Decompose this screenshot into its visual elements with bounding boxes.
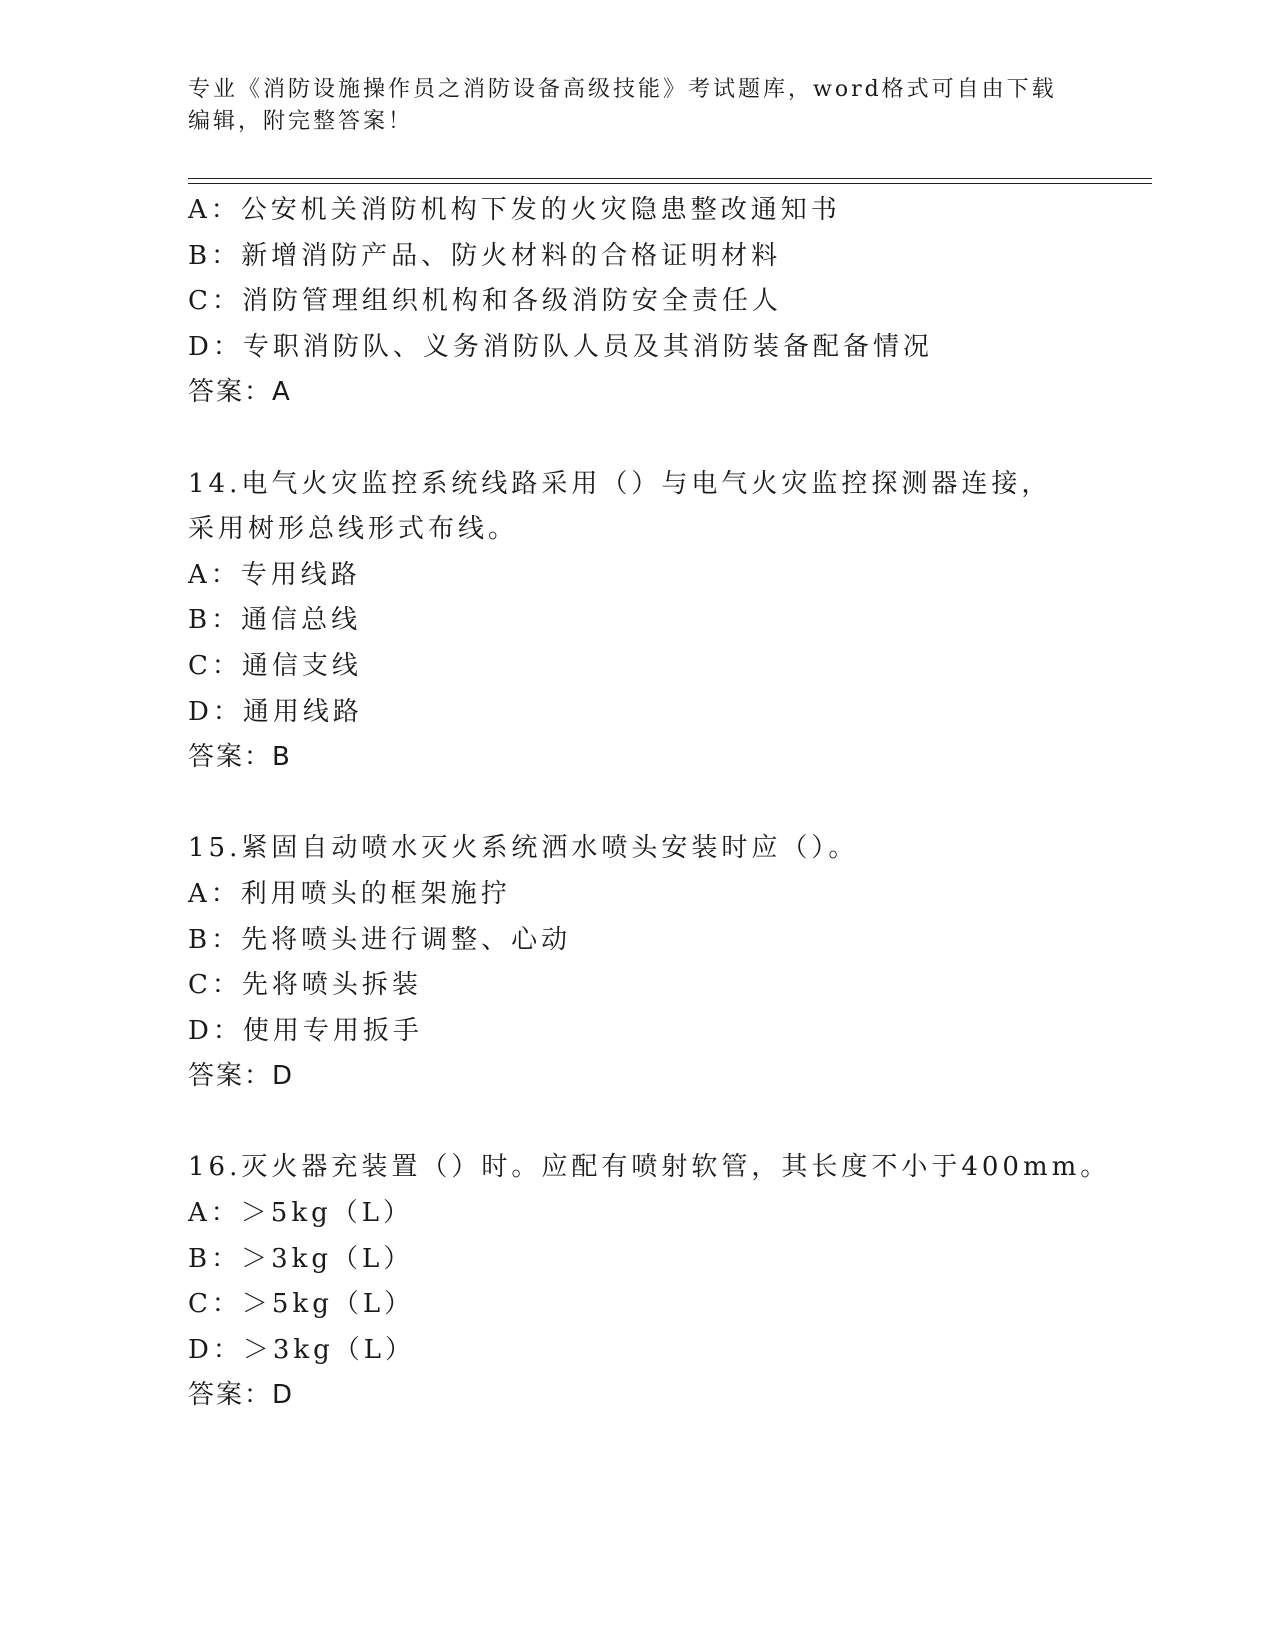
option-a: A：利用喷头的框架施拧 (188, 878, 511, 909)
option-a: A：专用线路 (188, 559, 361, 590)
option-c: C：先将喷头拆装 (188, 970, 422, 1001)
spacer (188, 416, 1088, 462)
spacer (188, 1100, 1088, 1146)
option-b: B：通信总线 (188, 605, 362, 636)
question-14 (188, 462, 1088, 781)
option-c: C：消防管理组织机构和各级消防安全责任人 (188, 286, 782, 317)
option-d: D：专职消防队、义务消防队人员及其消防装备配备情况 (188, 331, 933, 362)
question-text: 14.电气火灾监控系统线路采用（）与电气火灾监控探测器连接，采用树形总线形式布线。 (188, 468, 1052, 545)
spacer (188, 781, 1088, 827)
answer: 答案：D (188, 1380, 295, 1411)
option-a: A：＞5kg（L） (188, 1198, 413, 1229)
header-divider-bottom (188, 183, 1152, 184)
question-list (188, 188, 1111, 1419)
option-d: D：使用专用扳手 (188, 1015, 423, 1046)
option-a: A：公安机关消防机构下发的火灾隐患整改通知书 (188, 195, 841, 225)
answer: 答案：D (188, 1061, 295, 1092)
question-text: 15.紧固自动喷水灭火系统洒水喷头安装时应（）。 (188, 833, 859, 864)
option-d: D：通用线路 (188, 696, 363, 727)
option-b: B：新增消防产品、防火材料的合格证明材料 (188, 240, 782, 271)
answer: 答案：A (188, 377, 292, 408)
question-13 (188, 188, 1088, 416)
option-c: C：通信支线 (188, 650, 362, 681)
document-header: 专业《消防设施操作员之消防设备高级技能》考试题库，word格式可自由下载编辑，附完整答案！ (188, 77, 1057, 134)
question-15 (188, 826, 1088, 1100)
option-c: C：＞5kg（L） (188, 1289, 415, 1320)
option-d: D：＞3kg（L） (188, 1334, 416, 1365)
header-divider-top (188, 178, 1152, 179)
answer: 答案：B (188, 742, 292, 773)
question-text: 16.灭火器充装置（）时。应配有喷射软管，其长度不小于400mm。 (188, 1152, 1111, 1183)
option-b: B：先将喷头进行调整、心动 (188, 924, 572, 955)
option-b: B：＞3kg（L） (188, 1243, 414, 1274)
question-16 (188, 1145, 1111, 1419)
